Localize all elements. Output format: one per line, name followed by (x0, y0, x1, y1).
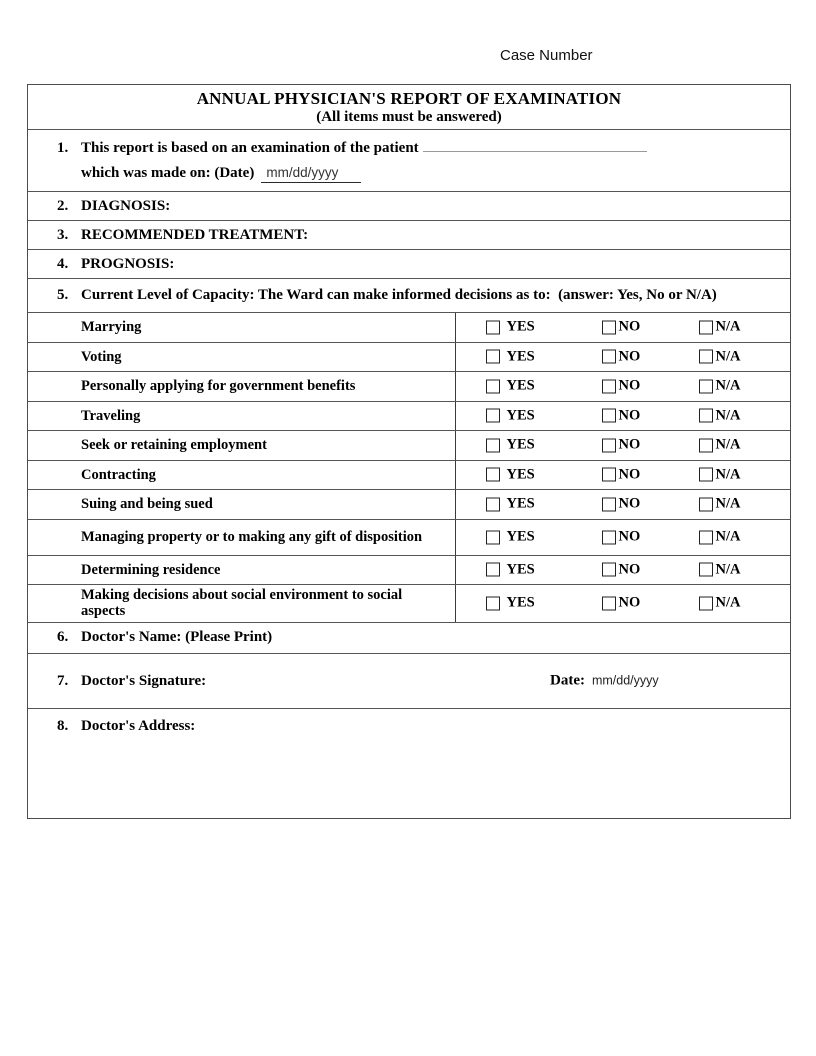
capacity-row-options (455, 313, 791, 342)
no-label: NO (618, 561, 641, 578)
section-capacity-header (28, 278, 790, 312)
item-3-number: 3. (57, 226, 69, 243)
na-label: N/A (715, 407, 741, 424)
section-prognosis (28, 249, 790, 278)
checkbox-na[interactable] (699, 438, 713, 452)
checkbox-yes[interactable] (486, 530, 500, 544)
checkbox-na[interactable] (699, 497, 713, 511)
item-1-text: This report is based on an examination of the patient (81, 140, 419, 156)
capacity-row-options (455, 461, 791, 490)
checkbox-no[interactable] (602, 530, 616, 544)
capacity-row-label: Determining residence (81, 561, 221, 578)
capacity-row-voting (28, 342, 790, 372)
no-label: NO (618, 348, 641, 365)
option-na (699, 466, 741, 483)
capacity-row-label: Personally applying for government benefits (81, 378, 356, 394)
section-doctor-signature (28, 653, 790, 708)
section-recommended-treatment (28, 220, 790, 249)
checkbox-na[interactable] (699, 409, 713, 423)
item-8-number: 8. (57, 718, 69, 734)
signature-date-field[interactable]: mm/dd/yyyy (591, 673, 659, 688)
capacity-row-options (455, 372, 791, 401)
na-label: N/A (715, 436, 741, 453)
option-na (699, 378, 741, 395)
recommended-treatment-label: RECOMMENDED TREATMENT: (81, 226, 309, 243)
checkbox-yes[interactable] (486, 497, 500, 511)
section-examination (28, 129, 790, 191)
checkbox-no[interactable] (602, 497, 616, 511)
option-yes (486, 496, 535, 513)
capacity-row-label: Voting (81, 348, 122, 365)
option-no (602, 378, 641, 395)
capacity-row-label: Traveling (81, 407, 141, 424)
signature-date-group (550, 673, 659, 690)
yes-label: YES (506, 528, 535, 545)
capacity-row-options (455, 585, 791, 622)
no-label: NO (618, 594, 641, 611)
form-header (28, 85, 790, 129)
checkbox-no[interactable] (602, 563, 616, 577)
capacity-row-government-benefits (28, 371, 790, 401)
capacity-row-contracting (28, 460, 790, 490)
capacity-row-options (455, 556, 791, 585)
item-1-number: 1. (57, 140, 69, 156)
option-yes (486, 319, 535, 336)
yes-label: YES (506, 561, 535, 578)
option-yes (486, 466, 535, 483)
na-label: N/A (715, 377, 741, 394)
checkbox-yes[interactable] (486, 320, 500, 334)
option-no (602, 437, 641, 454)
checkbox-yes[interactable] (486, 379, 500, 393)
capacity-row-managing-property (28, 519, 790, 555)
checkbox-na[interactable] (699, 379, 713, 393)
option-no (602, 595, 641, 612)
na-label: N/A (715, 318, 741, 335)
na-label: N/A (715, 466, 741, 483)
option-yes (486, 378, 535, 395)
section-doctor-name (28, 622, 790, 654)
option-no (602, 407, 641, 424)
checkbox-no[interactable] (602, 320, 616, 334)
capacity-row-employment (28, 430, 790, 460)
option-na (699, 319, 741, 336)
na-label: N/A (715, 495, 741, 512)
capacity-row-label: Making decisions about social environment to social aspects (81, 586, 403, 620)
checkbox-no[interactable] (602, 468, 616, 482)
option-yes (486, 348, 535, 365)
option-no (602, 529, 641, 546)
no-label: NO (618, 318, 641, 335)
option-no (602, 496, 641, 513)
capacity-row-social-environment (28, 584, 790, 622)
checkbox-yes[interactable] (486, 438, 500, 452)
checkbox-yes[interactable] (486, 563, 500, 577)
checkbox-no[interactable] (602, 379, 616, 393)
checkbox-no[interactable] (602, 409, 616, 423)
capacity-row-options (455, 520, 791, 555)
option-na (699, 348, 741, 365)
na-label: N/A (715, 561, 741, 578)
option-no (602, 319, 641, 336)
option-yes (486, 595, 535, 612)
option-na (699, 437, 741, 454)
capacity-row-label: Contracting (81, 466, 156, 483)
checkbox-na[interactable] (699, 596, 713, 610)
capacity-row-label: Seek or retaining employment (81, 437, 267, 453)
na-label: N/A (715, 348, 741, 365)
na-label: N/A (715, 594, 741, 611)
yes-label: YES (506, 436, 535, 453)
option-yes (486, 407, 535, 424)
capacity-row-options (455, 402, 791, 431)
option-no (602, 561, 641, 578)
no-label: NO (618, 407, 641, 424)
date-label: Date: (550, 672, 585, 689)
item-1-date-text: which was made on: (Date) (81, 165, 255, 181)
no-label: NO (618, 495, 641, 512)
item-7-number: 7. (57, 672, 69, 689)
capacity-row-label: Marrying (81, 319, 142, 335)
capacity-row-residence (28, 555, 790, 585)
item-6-number: 6. (57, 629, 69, 646)
option-na (699, 529, 741, 546)
yes-label: YES (506, 407, 535, 424)
option-na (699, 561, 741, 578)
prognosis-label: PROGNOSIS: (81, 255, 175, 272)
patient-name-field[interactable] (423, 137, 647, 152)
yes-label: YES (506, 594, 535, 611)
checkbox-na[interactable] (699, 350, 713, 364)
option-na (699, 407, 741, 424)
no-label: NO (618, 436, 641, 453)
doctor-signature-label: Doctor's Signature: (81, 672, 207, 689)
checkbox-yes[interactable] (486, 350, 500, 364)
capacity-row-marrying (28, 312, 790, 342)
capacity-row-options (455, 343, 791, 372)
checkbox-yes[interactable] (486, 468, 500, 482)
yes-label: YES (506, 466, 535, 483)
option-no (602, 466, 641, 483)
option-na (699, 595, 741, 612)
form-subtitle: (All items must be answered) (316, 108, 502, 125)
na-label: N/A (715, 528, 741, 545)
capacity-header-label: Current Level of Capacity: The Ward can make informed decisions as to: (answer: Yes, No or N/A) (81, 287, 717, 303)
no-label: NO (618, 528, 641, 545)
capacity-row-traveling (28, 401, 790, 431)
capacity-row-options (455, 490, 791, 519)
no-label: NO (618, 377, 641, 394)
section-doctor-address (28, 708, 790, 817)
checkbox-na[interactable] (699, 468, 713, 482)
option-yes (486, 561, 535, 578)
checkbox-yes[interactable] (486, 596, 500, 610)
section-diagnosis (28, 191, 790, 220)
capacity-row-suing (28, 489, 790, 519)
yes-label: YES (506, 348, 535, 365)
option-no (602, 348, 641, 365)
exam-date-field[interactable]: mm/dd/yyyy (261, 165, 361, 183)
item-4-number: 4. (57, 255, 69, 272)
diagnosis-label: DIAGNOSIS: (81, 197, 171, 214)
checkbox-na[interactable] (699, 563, 713, 577)
no-label: NO (618, 466, 641, 483)
item-2-number: 2. (57, 197, 69, 214)
yes-label: YES (506, 377, 535, 394)
checkbox-no[interactable] (602, 596, 616, 610)
case-number-label: Case Number (500, 47, 593, 64)
checkbox-na[interactable] (699, 320, 713, 334)
form-title: ANNUAL PHYSICIAN'S REPORT OF EXAMINATION (196, 88, 622, 108)
doctor-address-label: Doctor's Address: (81, 718, 196, 734)
doctor-name-label: Doctor's Name: (Please Print) (81, 629, 273, 646)
yes-label: YES (506, 495, 535, 512)
checkbox-no[interactable] (602, 438, 616, 452)
yes-label: YES (506, 318, 535, 335)
capacity-row-options (455, 431, 791, 460)
option-yes (486, 529, 535, 546)
checkbox-na[interactable] (699, 530, 713, 544)
option-yes (486, 437, 535, 454)
option-na (699, 496, 741, 513)
physician-report-form (27, 84, 791, 819)
checkbox-no[interactable] (602, 350, 616, 364)
capacity-row-label: Managing property or to making any gift of disposition (81, 528, 423, 545)
capacity-row-label: Suing and being sued (81, 496, 213, 512)
checkbox-yes[interactable] (486, 409, 500, 423)
item-5-number: 5. (57, 287, 69, 303)
